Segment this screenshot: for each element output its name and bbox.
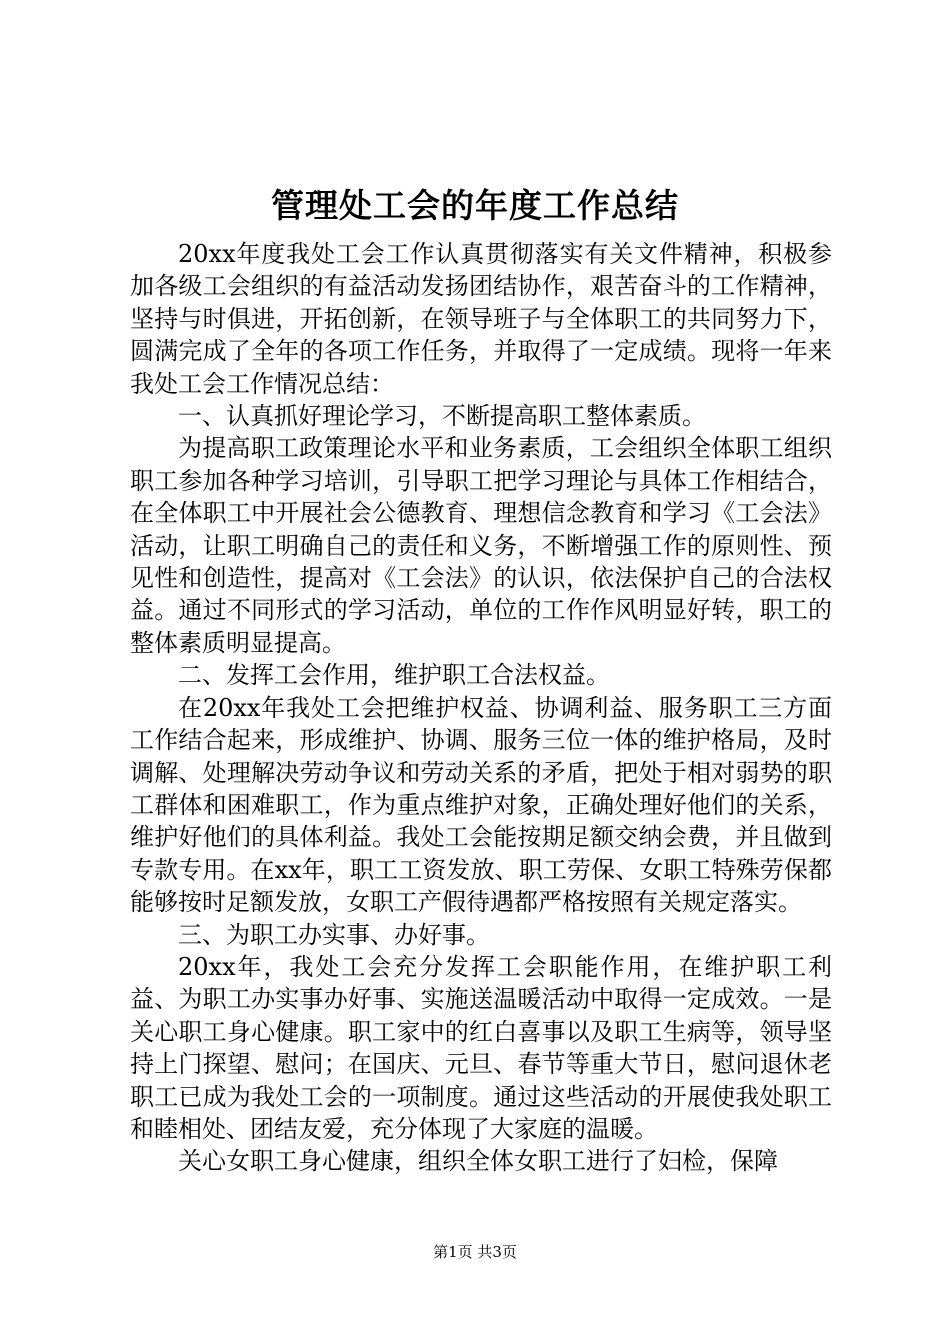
section-heading-1: 一、认真抓好理论学习，不断提高职工整体素质。: [178, 402, 706, 431]
section-heading-2: 二、发挥工会作用，维护职工合法权益。: [178, 661, 610, 690]
section-heading-3: 三、为职工办实事、办好事。: [178, 920, 490, 949]
paragraph-section-3: 20xx年，我处工会充分发挥工会职能作用，在维护职工利益、为职工办实事办好事、实施送温暖活动中取得一定成效。一是关心职工身心健康。职工家中的红白喜事以及职工生病等，领导坚持上门探望、慰问；在国庆、元旦、春节等重大节日，慰问退休老职工已成为我处工会的一项制度。通过这些活动的开展使我处职工和睦相处、团结友爱，充分体现了大家庭的温暖。: [130, 952, 832, 1143]
paragraph-continued: 关心女职工身心健康，组织全体女职工进行了妇检，保障: [178, 1147, 778, 1176]
paragraph-intro: 20xx年度我处工会工作认真贯彻落实有关文件精神，积极参加各级工会组织的有益活动发扬团结协作，艰苦奋斗的工作精神，坚持与时俱进，开拓创新，在领导班子与全体职工的共同努力下，圆满完成了全年的各项工作任务，并取得了一定成绩。现将一年来我处工会工作情况总结：: [130, 240, 832, 398]
paragraph-section-1: 为提高职工政策理论水平和业务素质，工会组织全体职工组织职工参加各种学习培训，引导职工把学习理论与具体工作相结合，在全体职工中开展社会公德教育、理想信念教育和学习《工会法》活动，让职工明确自己的责任和义务，不断增强工作的原则性、预见性和创造性，提高对《工会法》的认识，依法保护自己的合法权益。通过不同形式的学习活动，单位的工作作风明显好转，职工的整体素质明显提高。: [130, 434, 832, 657]
document-body: [130, 238, 832, 1178]
page-number-footer: 第1页 共3页: [433, 1243, 517, 1261]
paragraph-section-2: 在20xx年我处工会把维护权益、协调利益、服务职工三方面工作结合起来，形成维护、协调、服务三位一体的维护格局，及时调解、处理解决劳动争议和劳动关系的矛盾，把处于相对弱势的职工群体和困难职工，作为重点维护对象，正确处理好他们的关系，维护好他们的具体利益。我处工会能按期足额交纳会费，并且做到专款专用。在xx年，职工工资发放、职工劳保、女职工特殊劳保都能够按时足额发放，女职工产假待遇都严格按照有关规定落实。: [130, 693, 832, 917]
document-title: 管理处工会的年度工作总结: [271, 186, 679, 225]
